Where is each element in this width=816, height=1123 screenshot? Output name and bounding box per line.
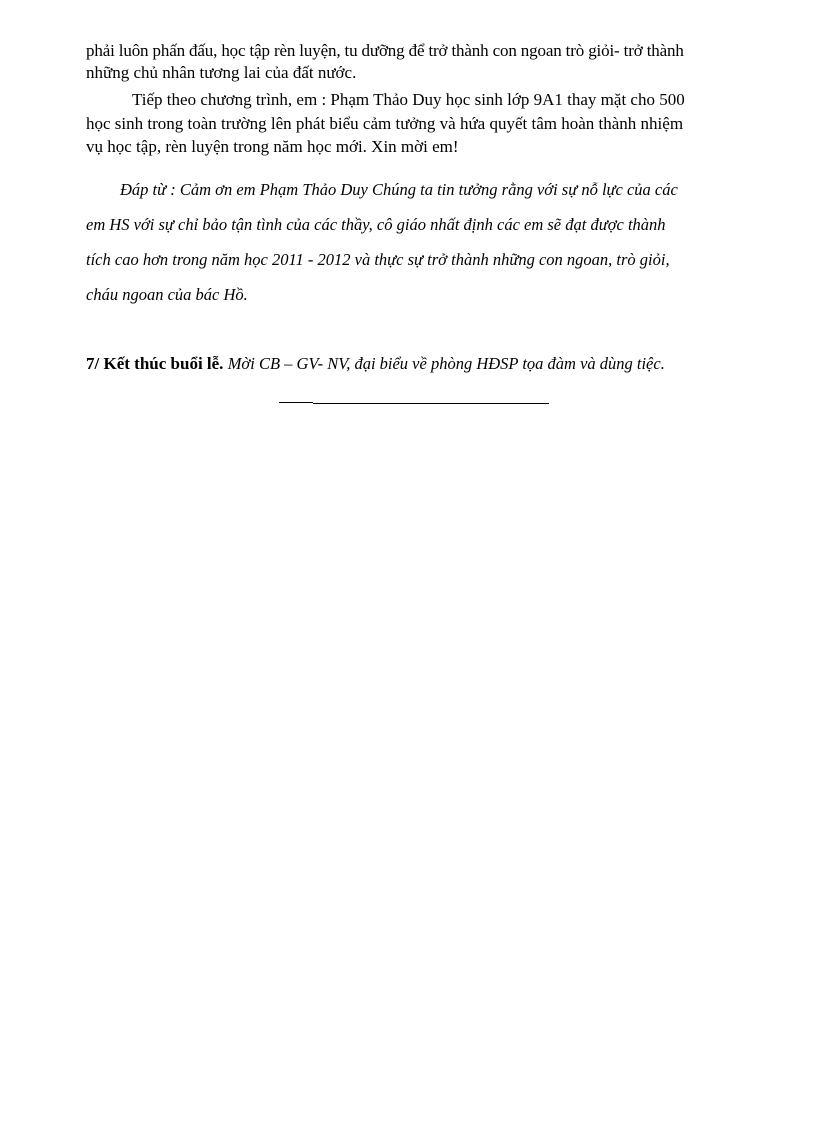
response-line: em HS với sự chỉ bảo tận tình của các thầy, cô giáo nhất định các em sẽ đạt được thành (86, 215, 666, 234)
closing-text: Mời CB – GV- NV, đại biểu về phòng HĐSP tọa đàm và dùng tiệc. (227, 354, 665, 373)
paragraph-line: Tiếp theo chương trình, em : Phạm Thảo Duy học sinh lớp 9A1 thay mặt cho 500 (132, 90, 685, 109)
section-number: 7/ (86, 354, 100, 373)
response-line: Đáp từ : Cảm ơn em Phạm Thảo Duy Chúng ta tin tưởng rằng với sự nỗ lực của các (120, 180, 678, 199)
divider-line (313, 403, 549, 404)
response-line: cháu ngoan của bác Hồ. (86, 285, 248, 304)
paragraph-line: vụ học tập, rèn luyện trong năm học mới. Xin mời em! (86, 137, 459, 156)
response-line: tích cao hơn trong năm học 2011 - 2012 và thực sự trở thành những con ngoan, trò giỏi, (86, 250, 670, 269)
divider-line (279, 402, 313, 403)
section-heading: Kết thúc buổi lễ. (103, 354, 224, 373)
paragraph-line: phải luôn phấn đấu, học tập rèn luyện, tu dưỡng để trở thành con ngoan trò giỏi- trở thành (86, 41, 684, 60)
closing-section (86, 353, 665, 375)
paragraph-line: học sinh trong toàn trường lên phát biểu cảm tưởng và hứa quyết tâm hoàn thành nhiệm (86, 114, 684, 133)
paragraph-line: những chủ nhân tương lai của đất nước. (86, 63, 357, 82)
